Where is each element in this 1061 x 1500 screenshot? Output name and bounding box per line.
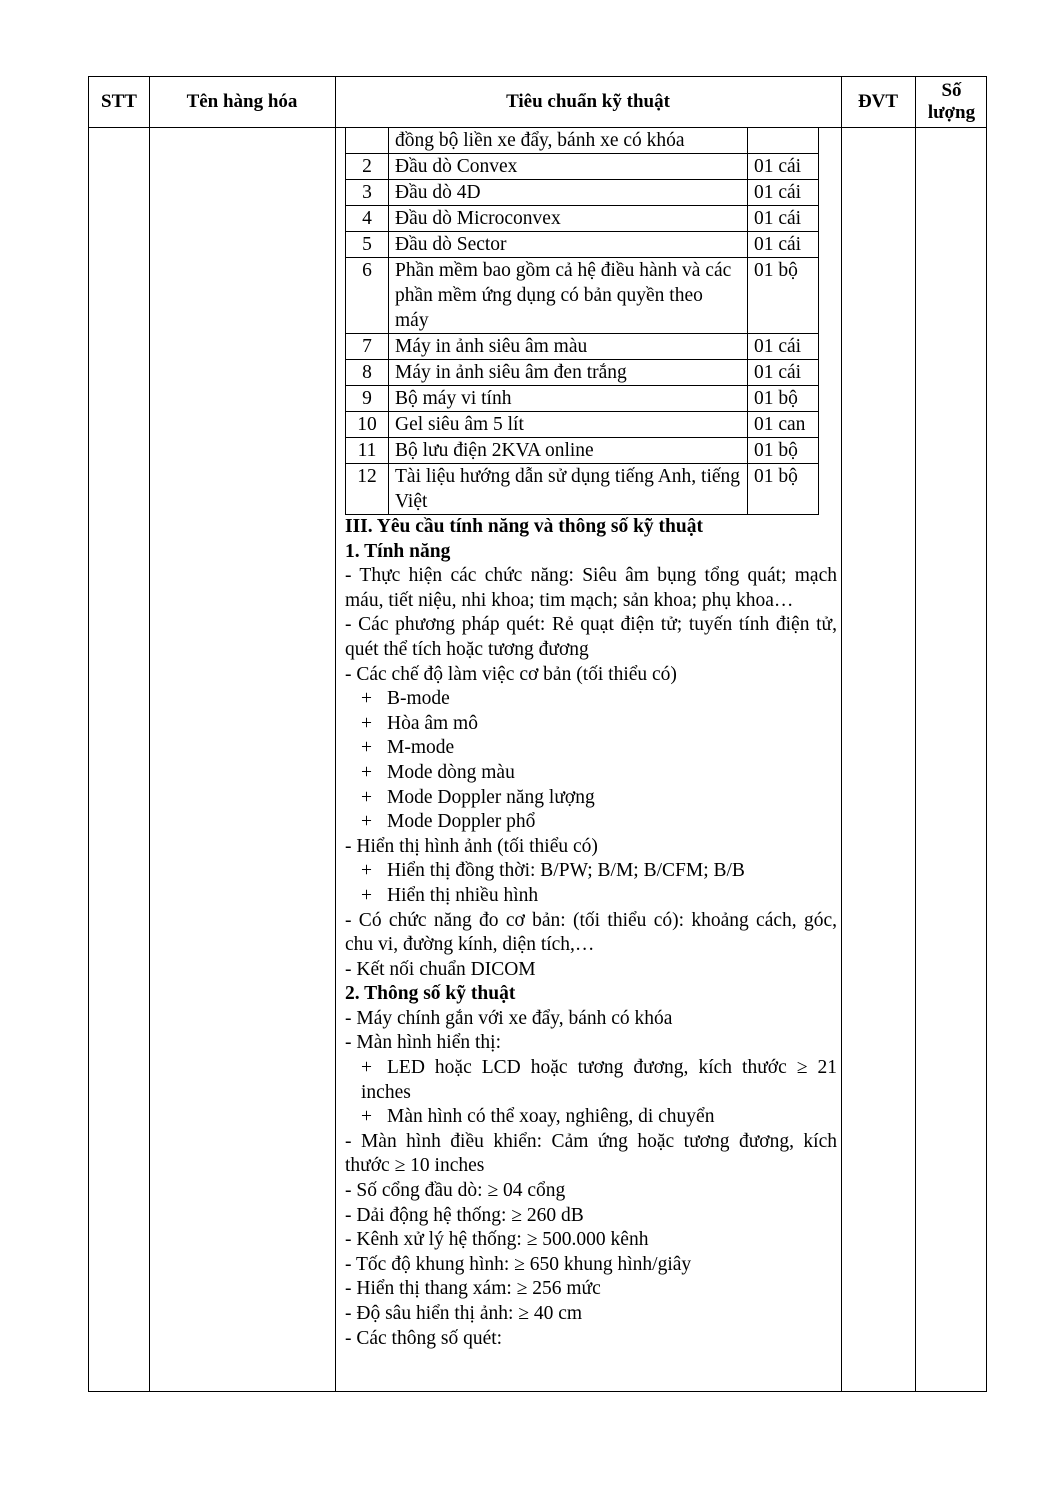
table-row xyxy=(346,360,819,386)
column-divider xyxy=(915,77,916,1391)
item-name: Phần mềm bao gồm cả hệ điều hành và các phần mềm ứng dụng có bản quyền theo máy xyxy=(389,258,748,334)
header-qty-line1: Số xyxy=(941,80,962,101)
item-unit: 01 bộ xyxy=(748,438,819,464)
spec-content xyxy=(345,127,837,1351)
item-name: Đầu dò Sector xyxy=(389,232,748,258)
mode-item xyxy=(345,761,837,786)
table-row xyxy=(346,386,819,412)
feature-functions: - Thực hiện các chức năng: Siêu âm bụng tổng quát; mạch máu, tiết niệu, nhi khoa; tim mạch; sản khoa; phụ khoa… xyxy=(345,565,837,611)
spec-control-screen: - Màn hình điều khiển: Cảm ứng hoặc tương đương, kích thước ≥ 10 inches xyxy=(345,1130,837,1177)
table-row xyxy=(346,180,819,206)
table-row xyxy=(346,412,819,438)
spec-screen-rotate xyxy=(345,1105,837,1130)
features-title: 1. Tính năng xyxy=(345,540,451,562)
item-unit: 01 bộ xyxy=(748,464,819,515)
item-name: Gel siêu âm 5 lít xyxy=(389,412,748,438)
item-unit: 01 can xyxy=(748,412,819,438)
spec-depth: - Độ sâu hiển thị ảnh: ≥ 40 cm xyxy=(345,1303,583,1324)
item-unit: 01 cái xyxy=(748,180,819,206)
item-name: Bộ máy vi tính xyxy=(389,386,748,412)
feature-measurement: - Có chức năng đo cơ bản: (tối thiểu có): khoảng cách, góc, chu vi, đường kính, diện tích,… xyxy=(345,909,837,956)
column-divider xyxy=(841,77,842,1391)
component-table xyxy=(345,127,819,515)
item-name: Máy in ảnh siêu âm màu xyxy=(389,334,748,360)
item-number: 12 xyxy=(346,464,389,515)
plus-marker: + xyxy=(361,688,372,710)
plus-marker: + xyxy=(361,761,372,783)
mode-item-text: B-mode xyxy=(387,688,450,710)
displays-list xyxy=(345,859,837,908)
spec-screen-rotate-text: Màn hình có thể xoay, nghiêng, di chuyển xyxy=(387,1106,715,1128)
table-row xyxy=(346,334,819,360)
plus-marker: + xyxy=(361,1057,372,1079)
feature-modes: - Các chế độ làm việc cơ bản (tối thiểu có) xyxy=(345,663,677,685)
item-name: Máy in ảnh siêu âm đen trắng xyxy=(389,360,748,386)
table-row xyxy=(346,206,819,232)
feature-scan-methods: - Các phương pháp quét: Rẻ quạt điện tử; tuyến tính điện tử, quét thể tích hoặc tương đương xyxy=(345,614,837,660)
mode-item-text: Hòa âm mô xyxy=(387,712,478,734)
plus-marker: + xyxy=(361,860,372,882)
item-number: 2 xyxy=(346,154,389,180)
spec-cart: - Máy chính gắn với xe đẩy, bánh có khóa xyxy=(345,1007,673,1029)
plus-marker: + xyxy=(361,1106,372,1128)
header-name: Tên hàng hóa xyxy=(186,91,298,112)
display-item-text: Hiển thị nhiều hình xyxy=(387,884,539,906)
spec-scan-params: - Các thông số quét: xyxy=(345,1327,503,1349)
item-unit: 01 cái xyxy=(748,360,819,386)
item-name: đồng bộ liền xe đẩy, bánh xe có khóa xyxy=(389,128,748,154)
mode-item-text: M-mode xyxy=(387,737,455,759)
mode-item xyxy=(345,687,837,712)
item-unit xyxy=(748,128,819,154)
item-name: Đầu dò Microconvex xyxy=(389,206,748,232)
spec-screen-size-text: LED hoặc LCD hoặc tương đương, kích thước ≥ 21 inches xyxy=(361,1057,837,1103)
column-divider xyxy=(335,77,336,1391)
table-row xyxy=(346,438,819,464)
item-number: 8 xyxy=(346,360,389,386)
item-unit: 01 bộ xyxy=(748,258,819,334)
item-unit: 01 cái xyxy=(748,154,819,180)
item-name: Bộ lưu điện 2KVA online xyxy=(389,438,748,464)
plus-marker: + xyxy=(361,712,372,734)
header-stt: STT xyxy=(101,91,137,112)
item-unit: 01 cái xyxy=(748,334,819,360)
item-unit: 01 bộ xyxy=(748,386,819,412)
spec-grayscale: - Hiển thị thang xám: ≥ 256 mức xyxy=(345,1278,601,1300)
header-qty xyxy=(915,77,988,127)
spec-frame-rate: - Tốc độ khung hình: ≥ 650 khung hình/giây xyxy=(345,1253,692,1275)
spec-channels: - Kênh xử lý hệ thống: ≥ 500.000 kênh xyxy=(345,1229,649,1251)
spec-screen: - Màn hình hiển thị: xyxy=(345,1032,501,1054)
header-unit: ĐVT xyxy=(857,91,899,112)
table-row xyxy=(346,154,819,180)
item-number: 9 xyxy=(346,386,389,412)
item-number: 6 xyxy=(346,258,389,334)
plus-marker: + xyxy=(361,811,372,833)
spec-probe-ports: - Số cổng đầu dò: ≥ 04 cổng xyxy=(345,1180,566,1202)
item-number: 4 xyxy=(346,206,389,232)
item-number xyxy=(346,128,389,154)
item-number: 11 xyxy=(346,438,389,464)
mode-item-text: Mode Doppler phổ xyxy=(387,811,536,833)
item-number: 7 xyxy=(346,334,389,360)
display-item xyxy=(345,859,837,884)
item-name: Tài liệu hướng dẫn sử dụng tiếng Anh, tiếng Việt xyxy=(389,464,748,515)
column-divider xyxy=(149,77,150,1391)
mode-item xyxy=(345,786,837,811)
mode-item xyxy=(345,810,837,835)
feature-display: - Hiển thị hình ảnh (tối thiểu có) xyxy=(345,835,598,857)
header-qty-line2: lượng xyxy=(927,102,976,123)
table-row xyxy=(346,232,819,258)
spec-screen-size xyxy=(345,1056,837,1105)
item-number: 10 xyxy=(346,412,389,438)
plus-marker: + xyxy=(361,884,372,906)
table-row xyxy=(346,128,819,154)
modes-list xyxy=(345,687,837,835)
display-item xyxy=(345,884,837,909)
section-title: III. Yêu cầu tính năng và thông số kỹ thuật xyxy=(345,516,703,537)
table-row xyxy=(346,258,819,334)
item-name: Đầu dò Convex xyxy=(389,154,748,180)
plus-marker: + xyxy=(361,737,372,759)
mode-item-text: Mode Doppler năng lượng xyxy=(387,786,595,808)
header-spec: Tiêu chuẩn kỹ thuật xyxy=(506,91,670,112)
item-number: 3 xyxy=(346,180,389,206)
feature-dicom: - Kết nối chuẩn DICOM xyxy=(345,958,536,980)
item-number: 5 xyxy=(346,232,389,258)
item-unit: 01 cái xyxy=(748,206,819,232)
mode-item xyxy=(345,712,837,737)
display-item-text: Hiển thị đồng thời: B/PW; B/M; B/CFM; B/B xyxy=(387,860,745,882)
spec-dynamic-range: - Dải động hệ thống: ≥ 260 dB xyxy=(345,1204,584,1226)
item-unit: 01 cái xyxy=(748,232,819,258)
spec-table xyxy=(88,76,987,1392)
plus-marker: + xyxy=(361,786,372,808)
table-row xyxy=(346,464,819,515)
mode-item xyxy=(345,736,837,761)
mode-item-text: Mode dòng màu xyxy=(387,761,515,783)
item-name: Đầu dò 4D xyxy=(389,180,748,206)
spec-title: 2. Thông số kỹ thuật xyxy=(345,983,516,1005)
